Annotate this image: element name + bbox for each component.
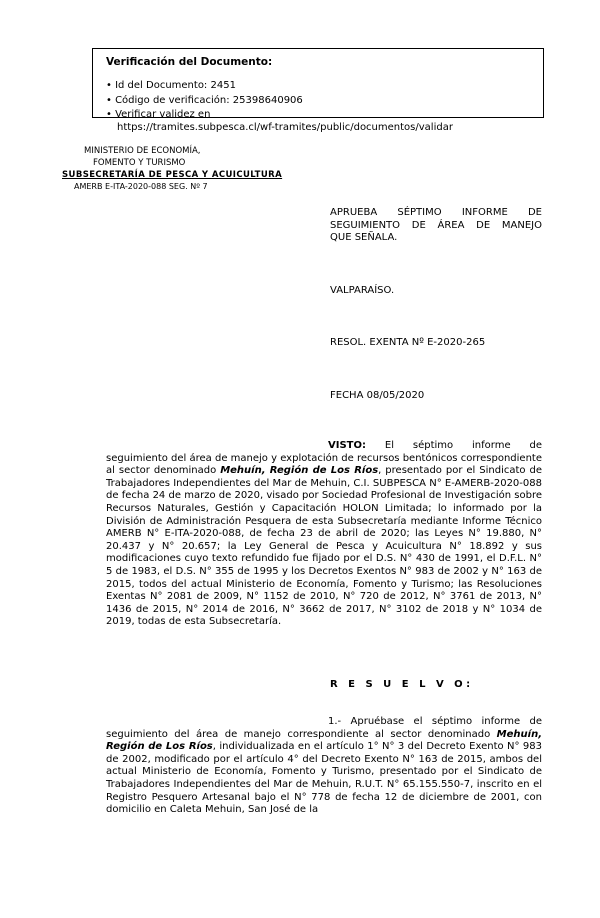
article-1-text-a: Apruébase el séptimo informe de seguimiento del área de manejo correspondiente al sector denominado bbox=[106, 716, 542, 740]
visto-text-b: , presentado por el Sindicato de Trabajadores Independientes del Mar de Mehuin, C.I. SUBPESCA N° E-AMERB-2020-088 de fecha 24 de marzo de 2020, visado por Sociedad Profesional de Investigación sobre Recursos Naturales, Gestión y Capacitación HOLON Limitada; lo informado por la División de Administración Pesquera de esta Subsecretaría mediante Informe Técnico AMERB N° E-ITA-2020-088, de fecha 23 de abril de 2020; las Leyes N° 19.880, N° 20.437 y N° 20.657; la Ley General de Pesca y Acuicultura N° 18.892 y sus modificaciones cuyo texto refundido fue fijado por el D.S. N° 430 de 1991, el D.F.L. N° 5 de 1983, el D.S. N° 355 de 1995 y los Decretos Exentos N° 983 de 2002 y N° 163 de 2015, todos del actual Ministerio de Economía, Fomento y Turismo; las Resoluciones Exentas N° 2081 de 2009, N° 1152 de 2010, N° 720 de 2012, N° 3761 de 2013, N° 1436 de 2015, N° 2014 de 2016, N° 3662 de 2017, N° 3102 de 2018 y N° 1034 de 2019, todas de esta Subsecretaría. bbox=[106, 465, 542, 628]
summary-line-3: QUE SEÑALA. bbox=[330, 232, 398, 243]
verification-url[interactable]: https://tramites.subpesca.cl/wf-tramites/public/documentos/validar bbox=[117, 122, 453, 133]
verification-code: • Código de verificación: 25398640906 bbox=[106, 95, 303, 106]
resolution-summary bbox=[330, 207, 542, 245]
visto-text-a: El séptimo informe de seguimiento del área de manejo y explotación de recursos bentónicos correspondiente al sector denominado bbox=[106, 440, 542, 477]
subsecretaria-heading: SUBSECRETARÍA DE PESCA Y ACUICULTURA bbox=[62, 170, 283, 180]
ministry-line-2: FOMENTO Y TURISMO bbox=[93, 158, 186, 168]
article-1-number: 1.- bbox=[328, 716, 351, 727]
visto-label: VISTO: bbox=[328, 440, 366, 451]
city: VALPARAÍSO. bbox=[330, 285, 395, 296]
article-1-sector: Mehuín, Región de Los Ríos bbox=[106, 728, 542, 753]
verification-instruction: • Verificar validez en bbox=[106, 109, 211, 120]
visto-paragraph bbox=[106, 440, 542, 629]
summary-line-2: SEGUIMIENTO DE ÁREA DE MANEJO bbox=[330, 219, 542, 231]
article-1-text-b: , individualizada en el artículo 1° N° 3 del Decreto Exento N° 983 de 2002, modificado por el artículo 4° del Decreto Exento N° 163 de 2015, ambos del actual Ministerio de Economía, Fomento y Turismo, presentado por el Sindicato de Trabajadores Independientes del Mar de Mehuin, R.U.T. N° 65.155.550-7, inscrito en el Registro Pesquero Artesanal bajo el N° 778 de fecha 12 de diciembre de 2001, con domicilio en Caleta Mehuin, San José de la bbox=[106, 741, 542, 816]
visto-sector: Mehuín, Región de Los Ríos bbox=[220, 465, 379, 477]
verification-title: Verificación del Documento: bbox=[106, 56, 273, 68]
ministry-line-1: MINISTERIO DE ECONOMÍA, bbox=[84, 146, 201, 156]
resolution-date: FECHA 08/05/2020 bbox=[330, 390, 425, 401]
document-reference: AMERB E-ITA-2020-088 SEG. Nº 7 bbox=[74, 182, 208, 191]
article-1-paragraph bbox=[106, 716, 542, 817]
verification-document-id: • Id del Documento: 2451 bbox=[106, 80, 236, 91]
resuelvo-heading: R E S U E L V O: bbox=[330, 679, 474, 690]
summary-line-1: APRUEBA SÉPTIMO INFORME DE bbox=[330, 207, 542, 218]
resolution-number: RESOL. EXENTA Nº E-2020-265 bbox=[330, 337, 486, 348]
